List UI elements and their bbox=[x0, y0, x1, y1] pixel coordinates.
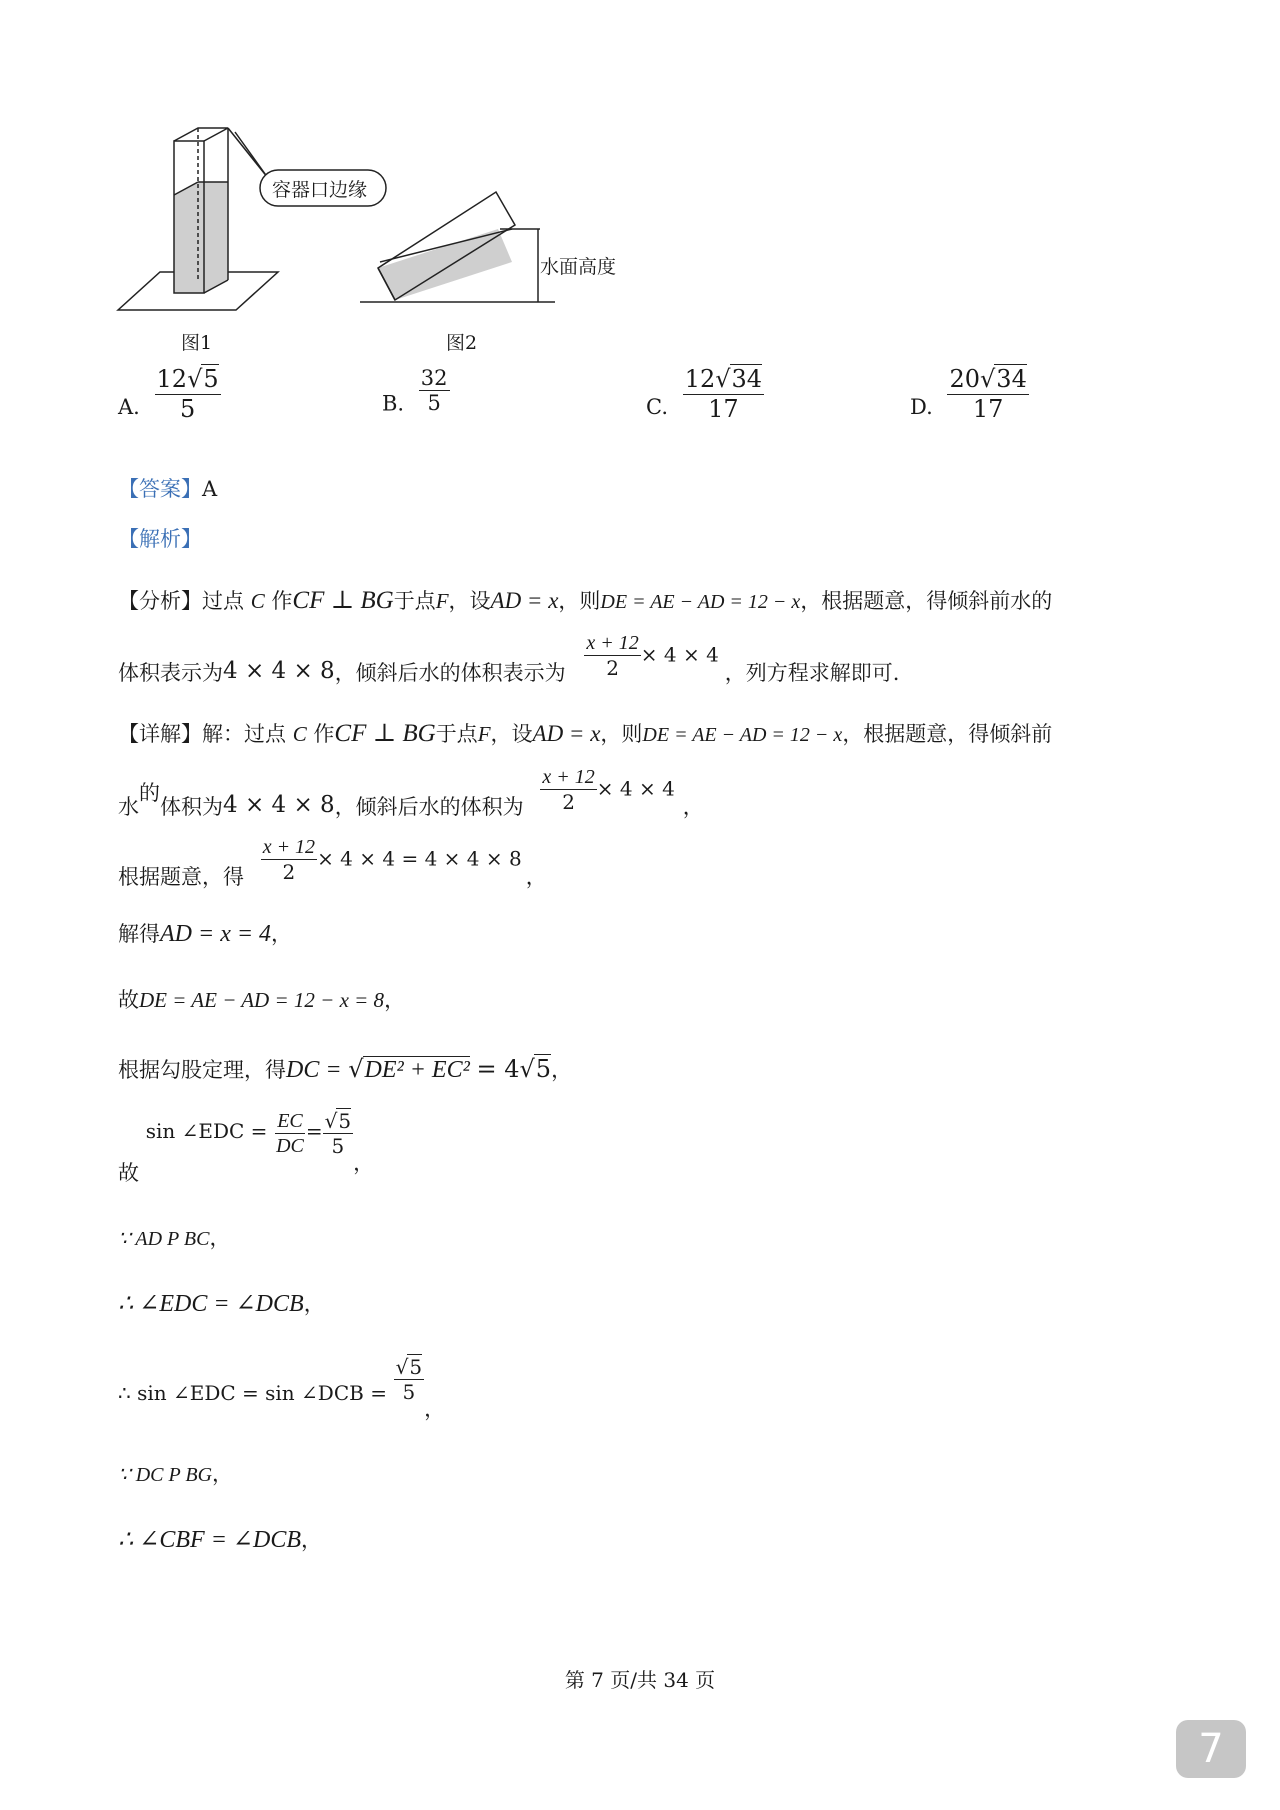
xiangjie-line-1 bbox=[118, 718, 1052, 748]
step1-frac bbox=[261, 836, 317, 884]
text: ， bbox=[212, 1462, 234, 1486]
text: 于点 bbox=[435, 722, 478, 746]
text: 过点 bbox=[202, 589, 244, 613]
radicand: 5 bbox=[535, 1055, 552, 1083]
step-6 bbox=[118, 1222, 230, 1252]
xiangjie-line-2 bbox=[118, 766, 704, 826]
text: ， bbox=[424, 1396, 446, 1421]
text: ， bbox=[551, 1058, 573, 1082]
radicand: 34 bbox=[996, 365, 1027, 393]
frac-num: x + 12 bbox=[262, 836, 316, 858]
math: F bbox=[435, 589, 449, 613]
math: × 4 × 4 bbox=[596, 776, 675, 801]
step-4 bbox=[118, 1054, 572, 1084]
frac-den: 17 bbox=[708, 394, 739, 423]
option-b bbox=[382, 366, 450, 430]
step4-rhs-sqrt: √5 bbox=[519, 1055, 552, 1083]
text: 故 bbox=[118, 988, 139, 1012]
text: ， bbox=[301, 1528, 323, 1552]
fig1-prism-top bbox=[174, 128, 228, 141]
radicand: 34 bbox=[731, 365, 763, 393]
text: 作 bbox=[271, 589, 293, 613]
math: DC = bbox=[286, 1057, 342, 1083]
step-8 bbox=[118, 1356, 445, 1426]
math: ∵ AD P BC bbox=[118, 1228, 210, 1250]
fig1-callout-line-2 bbox=[235, 132, 268, 178]
frac-den: 5 bbox=[179, 394, 196, 423]
math: sin ∠EDC = bbox=[145, 1118, 268, 1143]
option-letter: A. bbox=[118, 395, 140, 420]
frac-num: 20 bbox=[949, 365, 980, 393]
option-letter: B. bbox=[382, 391, 405, 416]
option-letter: D. bbox=[910, 395, 933, 420]
answer-tag: 【答案】 bbox=[118, 477, 202, 501]
text: ，设 bbox=[448, 589, 491, 613]
figures-svg bbox=[0, 0, 1280, 360]
xiangjie-frac bbox=[540, 766, 596, 814]
math: × 4 × 4 = 4 × 4 × 8 bbox=[317, 846, 522, 871]
answer-value: A bbox=[202, 477, 218, 501]
fenxi-tag: 【分析】 bbox=[118, 589, 202, 613]
fenxi-frac bbox=[584, 632, 640, 680]
radicand: 5 bbox=[409, 1355, 423, 1379]
text: 体积为 bbox=[160, 794, 223, 819]
frac-den: 2 bbox=[606, 656, 619, 680]
fenxi-line-1 bbox=[118, 585, 1052, 615]
math: AD = x bbox=[490, 588, 559, 613]
radicand: 5 bbox=[338, 1109, 352, 1133]
radicand: 5 bbox=[203, 365, 219, 393]
step8-rfrac: $\frac{√5}{5}$ bbox=[395, 1355, 423, 1404]
page-number-badge[interactable]: 7 bbox=[1176, 1720, 1246, 1778]
math: C bbox=[292, 722, 307, 746]
fig2-caption: 图2 bbox=[446, 332, 478, 354]
step4-sqrt: √DE² + EC² bbox=[348, 1055, 470, 1083]
option-letter: C. bbox=[646, 395, 668, 420]
math: DE = AE − AD = 12 − x = 8 bbox=[139, 988, 385, 1012]
step-3 bbox=[118, 984, 405, 1014]
option-c-value: $\frac{12√34}{17}$ bbox=[684, 365, 763, 423]
text: 作 bbox=[313, 722, 335, 746]
text: 体积表示为 bbox=[118, 660, 223, 685]
page-footer: 第 7 页/共 34 页 bbox=[564, 1668, 716, 1692]
frac-num: 12 bbox=[156, 365, 188, 393]
math: AD = x bbox=[532, 721, 601, 746]
math: DE = AE − AD = 12 − x bbox=[600, 591, 801, 613]
option-d-value: $\frac{20√34}{17}$ bbox=[949, 365, 1027, 423]
frac-num: x + 12 bbox=[586, 632, 639, 654]
fig1-callout-label: 容器口边缘 bbox=[272, 179, 368, 201]
option-c bbox=[646, 365, 764, 437]
text: ，根据题意，得倾斜前 bbox=[842, 722, 1053, 746]
frac-den: 5 bbox=[427, 391, 441, 416]
option-d bbox=[910, 365, 1029, 437]
text: 根据勾股定理，得 bbox=[118, 1058, 286, 1082]
math: × 4 × 4 bbox=[640, 642, 719, 667]
analysis-tag: 【解析】 bbox=[118, 527, 202, 551]
math: 4 × 4 × 8 bbox=[223, 657, 335, 684]
frac-den: 5 bbox=[402, 1380, 416, 1404]
math: 4 × 4 × 8 bbox=[223, 791, 335, 818]
text: 根据题意，得 bbox=[118, 864, 244, 889]
math: = 4 bbox=[476, 1055, 520, 1083]
option-a bbox=[118, 365, 221, 437]
figure-2 bbox=[360, 192, 555, 302]
text: 故 bbox=[118, 1160, 139, 1185]
fig2-water-height-label: 水面高度 bbox=[540, 256, 617, 278]
xiangjie-tag: 【详解】 bbox=[118, 722, 202, 746]
text: ，则 bbox=[600, 722, 643, 746]
math: AD = x = 4 bbox=[160, 921, 272, 947]
text: ，设 bbox=[490, 722, 533, 746]
text: 水 bbox=[118, 794, 139, 819]
figure-1 bbox=[118, 128, 386, 310]
frac-den: 5 bbox=[331, 1134, 345, 1158]
text: ，列方程求解即可. bbox=[724, 660, 900, 685]
math: F bbox=[477, 722, 491, 746]
math: CF ⊥ BG bbox=[292, 587, 394, 614]
text: ，根据题意，得倾斜前水的 bbox=[800, 589, 1053, 613]
step5-frac bbox=[274, 1110, 306, 1158]
step-5 bbox=[118, 1109, 375, 1188]
text: ， bbox=[353, 1150, 375, 1175]
math: ∵ DC P BG bbox=[118, 1464, 213, 1486]
text: ，倾斜后水的体积为 bbox=[334, 794, 524, 819]
math: CF ⊥ BG bbox=[334, 720, 436, 747]
step-1 bbox=[118, 836, 547, 896]
frac-den: DC bbox=[276, 1135, 304, 1157]
frac-num: 32 bbox=[420, 366, 448, 390]
text: 解：过点 bbox=[202, 722, 286, 746]
fig1-water bbox=[174, 182, 228, 293]
radicand: DE² + EC² bbox=[364, 1057, 470, 1083]
frac-den: 2 bbox=[562, 790, 575, 814]
frac-den: 2 bbox=[282, 860, 296, 884]
text: ， bbox=[384, 988, 406, 1012]
text: 的 bbox=[139, 780, 160, 805]
step-10 bbox=[118, 1524, 322, 1554]
text: ， bbox=[209, 1226, 231, 1250]
text: ， bbox=[303, 1292, 325, 1316]
frac-num: 12 bbox=[684, 365, 716, 393]
step-7 bbox=[118, 1288, 325, 1318]
text: 于点 bbox=[393, 589, 436, 613]
step-2 bbox=[118, 918, 292, 948]
fig1-caption: 图1 bbox=[181, 332, 213, 354]
math: ∴ ∠EDC = ∠DCB bbox=[118, 1291, 304, 1317]
text: ，则 bbox=[558, 589, 601, 613]
math: = bbox=[305, 1118, 323, 1143]
math: DE = AE − AD = 12 − x bbox=[642, 724, 843, 746]
frac-num: x + 12 bbox=[542, 766, 595, 788]
step5-rfrac: $\frac{√5}{5}$ bbox=[324, 1109, 352, 1158]
math: C bbox=[250, 589, 265, 613]
option-b-value bbox=[419, 366, 450, 416]
option-a-value: $\frac{12√5}{5}$ bbox=[156, 365, 219, 423]
text: ， bbox=[682, 794, 704, 819]
math: ∴ ∠CBF = ∠DCB bbox=[118, 1527, 302, 1553]
step-9 bbox=[118, 1458, 233, 1488]
text: 解得 bbox=[118, 922, 160, 946]
text: ， bbox=[525, 864, 547, 889]
text: ， bbox=[271, 922, 293, 946]
fenxi-line-2 bbox=[118, 632, 899, 692]
frac-den: 17 bbox=[972, 394, 1004, 423]
text: ，倾斜后水的体积表示为 bbox=[334, 660, 566, 685]
frac-num: EC bbox=[277, 1110, 303, 1132]
answer-line bbox=[118, 473, 217, 503]
math: ∴ sin ∠EDC = sin ∠DCB = bbox=[118, 1380, 387, 1405]
